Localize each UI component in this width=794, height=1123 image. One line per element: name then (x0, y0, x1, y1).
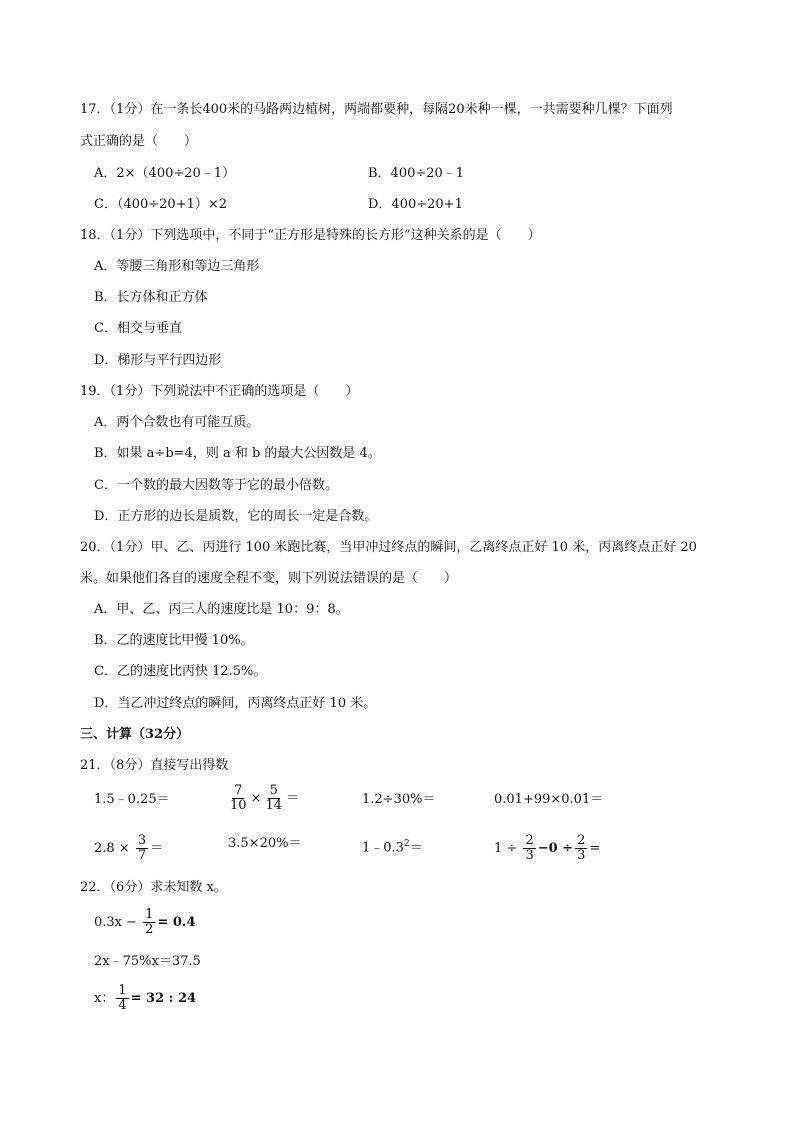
q17-stem-line2: 式正确的是（ ） (80, 134, 198, 149)
q18-option-c: C．相交与垂直 (94, 321, 182, 336)
fraction: $\frac{3}{7}$ (137, 833, 147, 863)
q21-expr-1: 1.5﹣0.25＝ (94, 792, 170, 807)
q21-expr-5: 2.8 × $\frac{3}{7}$ ＝ (94, 833, 164, 863)
q19-option-c: C．一个数的最大因数等于它的最小倍数。 (94, 478, 338, 493)
q21-expr-8: 1 ÷ $\frac{2}{3}$ −0 ÷ $\frac{2}{3}$ = (494, 833, 601, 863)
q17-option-c: C．（400÷20+1）×2 (94, 197, 228, 212)
q20-option-c: C．乙的速度比丙快 12.5%。 (94, 664, 267, 679)
fraction: $\frac{2}{3}$ (525, 833, 534, 863)
q20-stem-line2: 米。如果他们各自的速度全程不变，则下列说法错误的是（ ） (80, 571, 458, 586)
fraction: $\frac{5}{14}$ (265, 783, 282, 813)
q17-option-b: B．400÷20﹣1 (368, 166, 465, 181)
q22-stem: 22．（6分）求未知数 x。 (80, 880, 227, 895)
q18-option-a: A．等腰三角形和等边三角形 (94, 259, 260, 274)
q21-expr-2: $\frac{7}{10}$ × $\frac{5}{14}$ ＝ (230, 783, 300, 813)
q20-stem-line1: 20．（1分）甲、乙、丙进行 100 米跑比赛，当甲冲过终点的瞬间，乙离终点正好 10 米，丙离终点正好 20 (80, 540, 697, 555)
q21-expr-6: 3.5×20%＝ (228, 836, 302, 851)
q20-option-b: B．乙的速度比甲慢 10%。 (94, 633, 254, 648)
fraction: $\frac{2}{3}$ (577, 833, 586, 863)
q19-option-d: D．正方形的边长是质数，它的周长一定是合数。 (94, 509, 378, 524)
q21-expr-3: 1.2÷30%＝ (362, 792, 436, 807)
q19-option-b: B．如果 a÷b=4，则 a 和 b 的最大公因数是 4。 (94, 446, 381, 461)
q17-stem-line1: 17．（1分）在一条长400米的马路两边植树，两端都要种，每隔20米种一棵，一共需要种几棵？下面列 (80, 102, 673, 117)
q18-stem: 18．（1分）下列选项中，不同于“正方形是特殊的长方形”这种关系的是（ ） (80, 228, 541, 243)
q20-option-d: D．当乙冲过终点的瞬间，丙离终点正好 10 米。 (94, 696, 377, 711)
fraction: $\frac{1}{4}$ (118, 983, 127, 1013)
section-heading: 三、计算（32分） (80, 727, 190, 742)
q17-option-a: A．2×（400÷20﹣1） (94, 166, 236, 181)
fraction: $\frac{7}{10}$ (230, 783, 247, 813)
q21-expr-7: $1﹣0.3^2=$ (362, 839, 423, 856)
q18-option-b: B．长方体和正方体 (94, 290, 208, 305)
fraction: $\frac{1}{2}$ (145, 907, 154, 937)
q21-expr-4: 0.01+99×0.01＝ (494, 792, 604, 807)
q21-stem: 21．（8分）直接写出得数 (80, 758, 229, 773)
q22-equation-3: x： $\frac{1}{4}$ = 32 : 24 (94, 983, 197, 1013)
q22-equation-1: 0.3x − $\frac{1}{2}$ = 0.4 (94, 907, 196, 937)
q20-option-a: A．甲、乙、丙三人的速度比是 10：9：8。 (94, 602, 349, 617)
q19-stem: 19．（1分）下列说法中不正确的选项是（ ） (80, 384, 359, 399)
q18-option-d: D．梯形与平行四边形 (94, 353, 222, 368)
q22-equation-2: 2x﹣75%x＝37.5 (94, 954, 201, 969)
q17-option-d: D．400÷20+1 (368, 197, 463, 212)
q19-option-a: A．两个合数也有可能互质。 (94, 415, 260, 430)
